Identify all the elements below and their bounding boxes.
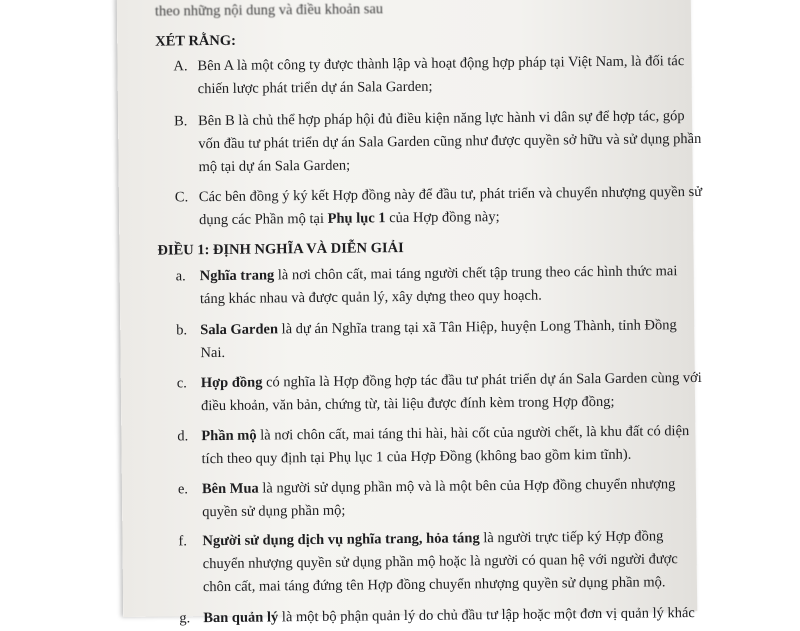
def-f-line-1: Người sử dụng dịch vụ nghĩa trang, hỏa táng là người trực tiếp ký Hợp đồng xyxy=(202,528,664,550)
whereas-marker-c: C. xyxy=(174,189,189,206)
whereas-c-line-1: Các bên đồng ý ký kết Hợp đồng này để đầu tư, phát triển và chuyển nhượng quyền sử xyxy=(198,183,703,206)
whereas-a-line-1: Bên A là một công ty được thành lập và hoạt động hợp pháp tại Việt Nam, là đối tác xyxy=(197,53,685,75)
def-g-line-1: Ban quản lý là một bộ phận quản lý do chủ đầu tư lập hoặc một đơn vị quản lý khác xyxy=(203,605,695,627)
whereas-a-line-2: chiến lược phát triển dự án Sala Garden; xyxy=(197,78,433,98)
def-marker-e: e. xyxy=(177,481,189,498)
def-d-line-1: Phần mộ là nơi chôn cất, mai táng thi hài, hài cốt của người chết, là khu đất có diện xyxy=(201,423,690,445)
whereas-marker-a: A. xyxy=(173,58,188,75)
def-e-line-1: Bên Mua là người sử dụng phần mộ và là một bên của Hợp đồng chuyển nhượng xyxy=(201,476,676,498)
def-marker-f: f. xyxy=(178,533,188,550)
def-d-line-2: tích theo quy định tại Phụ lục 1 của Hợp Đồng (không bao gồm kim tĩnh). xyxy=(201,446,632,468)
whereas-b-line-2: vốn đầu tư phát triển dự án Sala Garden cũng như được quyền sở hữu và sử dụng phần xyxy=(198,130,702,153)
whereas-b-line-3: mộ tại dự án Sala Garden; xyxy=(198,157,351,176)
def-marker-d: d. xyxy=(177,428,189,445)
whereas-c-line-2: dụng các Phần mộ tại Phụ lục 1 của Hợp đồng này; xyxy=(199,209,500,229)
def-marker-b: b. xyxy=(176,322,188,339)
whereas-heading: XÉT RẰNG: xyxy=(155,32,237,50)
def-c-line-1: Hợp đồng có nghĩa là Hợp đồng hợp tác đầu tư phát triển dự án Sala Garden cùng với xyxy=(200,369,702,392)
def-b-line-1: Sala Garden là dự án Nghĩa trang tại xã Tân Hiệp, huyện Long Thành, tỉnh Đồng xyxy=(200,317,677,339)
def-f-line-3: chôn cất, mai táng đứng tên Hợp đồng chuyển nhượng quyền sử dụng phần mộ. xyxy=(202,574,666,596)
def-f-line-2: chuyển nhượng quyền sử dụng phần mộ hoặc là người có quan hệ với người được xyxy=(202,551,678,573)
def-b-line-2: Nai. xyxy=(200,344,226,362)
whereas-marker-b: B. xyxy=(173,113,188,130)
def-a-line-1: Nghĩa trang là nơi chôn cất, mai táng người chết tập trung theo các hình thức mai xyxy=(199,263,678,285)
def-a-line-2: táng khác nhau và được quản lý, xây dựng theo quy hoạch. xyxy=(199,287,542,308)
article1-heading: ĐIỀU 1: ĐỊNH NGHĨA VÀ DIỄN GIẢI xyxy=(157,240,404,259)
def-e-line-2: quyền sử dụng phần mộ; xyxy=(202,502,346,521)
whereas-b-line-1: Bên B là chủ thể hợp pháp hội đủ điều kiện năng lực hành vi dân sự để hợp tác, góp xyxy=(197,108,685,130)
def-marker-a: a. xyxy=(175,268,186,285)
top-partial-line: theo những nội dung và điều khoản sau xyxy=(154,1,384,20)
def-c-line-2: điều khoản, văn bản, chứng từ, tài liệu được đính kèm trong Hợp đồng; xyxy=(200,393,615,415)
def-marker-c: c. xyxy=(176,375,187,392)
def-marker-g: g. xyxy=(179,610,191,627)
document-page xyxy=(117,0,703,627)
appendix-1-ref: Phụ lục 1 xyxy=(327,210,386,227)
